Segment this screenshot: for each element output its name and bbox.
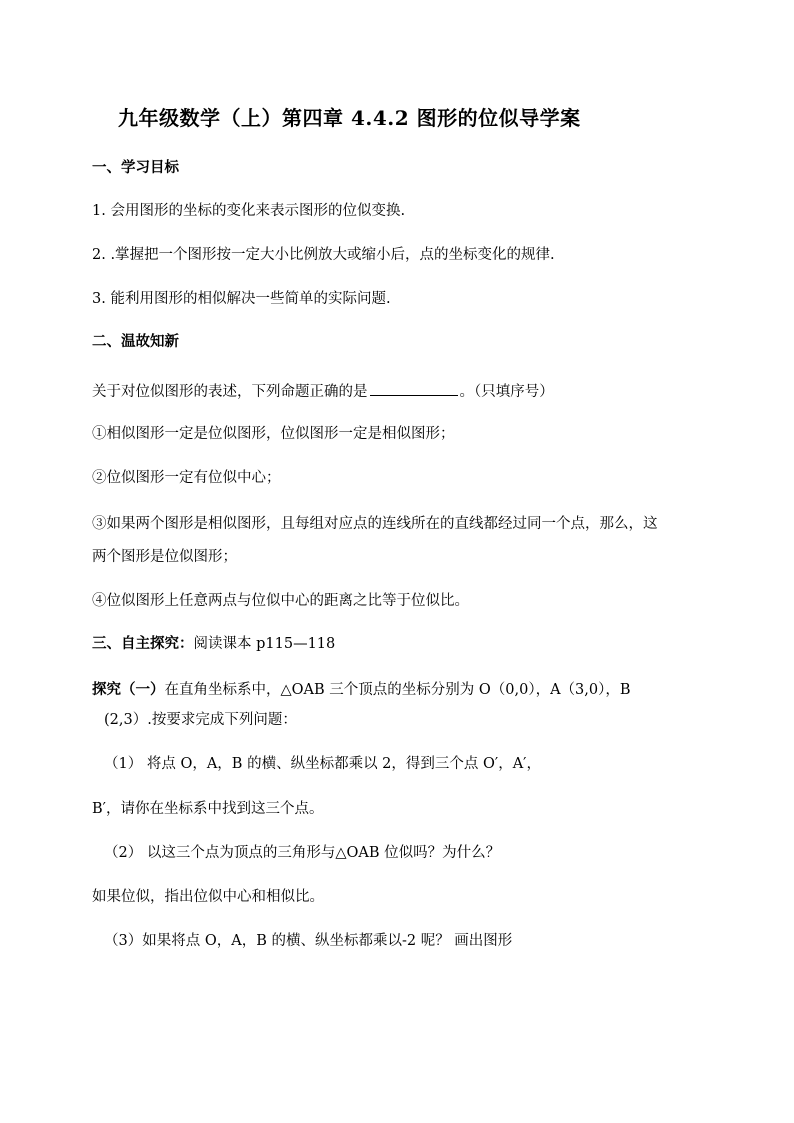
explore-text: 在直角坐标系中，△OAB 三个顶点的坐标分别为 O（0,0），A（3,0），B xyxy=(164,682,631,698)
explore-label: 探究（一） xyxy=(92,681,165,698)
question-1b: B′，请你在坐标系中找到这三个点。 xyxy=(92,801,324,817)
question-3: （3）如果将点 O，A，B 的横、纵坐标都乘以-2 呢？ 画出图形 xyxy=(104,933,513,949)
review-option-4: ④位似图形上任意两点与位似中心的距离之比等于位似比。 xyxy=(92,593,469,609)
objective-item-3: 3. 能利用图形的相似解决一些简单的实际问题. xyxy=(92,291,391,307)
objective-item-1: 1. 会用图形的坐标的变化来表示图形的位似变换. xyxy=(92,203,406,219)
objective-item-2: 2. .掌握把一个图形按一定大小比例放大或缩小后，点的坐标变化的规律. xyxy=(92,247,555,263)
review-question xyxy=(92,381,554,402)
question-2: （2） 以这三个点为顶点的三角形与△OAB 位似吗？为什么？ xyxy=(104,845,501,861)
section-heading-explore-rest: 阅读课本 p115—118 xyxy=(193,636,336,652)
section-heading-explore xyxy=(92,634,335,654)
section-heading-explore-label: 三、自主探究： xyxy=(92,635,194,652)
question-1a: （1） 将点 O，A，B 的横、纵坐标都乘以 2，得到三个点 O′，A′， xyxy=(104,756,541,772)
explore-intro xyxy=(92,680,631,700)
review-question-suffix: 。（只填序号） xyxy=(459,384,554,400)
review-option-2: ②位似图形一定有位似中心； xyxy=(92,470,281,486)
review-option-1: ①相似图形一定是位似图形，位似图形一定是相似图形； xyxy=(92,426,455,442)
question-2b: 如果位似，指出位似中心和相似比。 xyxy=(92,889,324,905)
review-option-3-cont: 两个图形是位似图形； xyxy=(92,549,237,565)
section-heading-review: 二、温故知新 xyxy=(92,333,179,350)
review-question-prefix: 关于对位似图形的表述，下列命题正确的是 xyxy=(92,384,368,400)
explore-text-cont: (2,3）.按要求完成下列问题： xyxy=(104,712,297,728)
review-option-3: ③如果两个图形是相似图形，且每组对应点的连线所在的直线都经过同一个点，那么，这 xyxy=(92,516,658,532)
answer-blank[interactable] xyxy=(370,381,458,396)
document-title: 九年级数学（上）第四章 4.4.2 图形的位似导学案 xyxy=(118,106,581,130)
section-heading-objectives: 一、学习目标 xyxy=(92,159,179,176)
